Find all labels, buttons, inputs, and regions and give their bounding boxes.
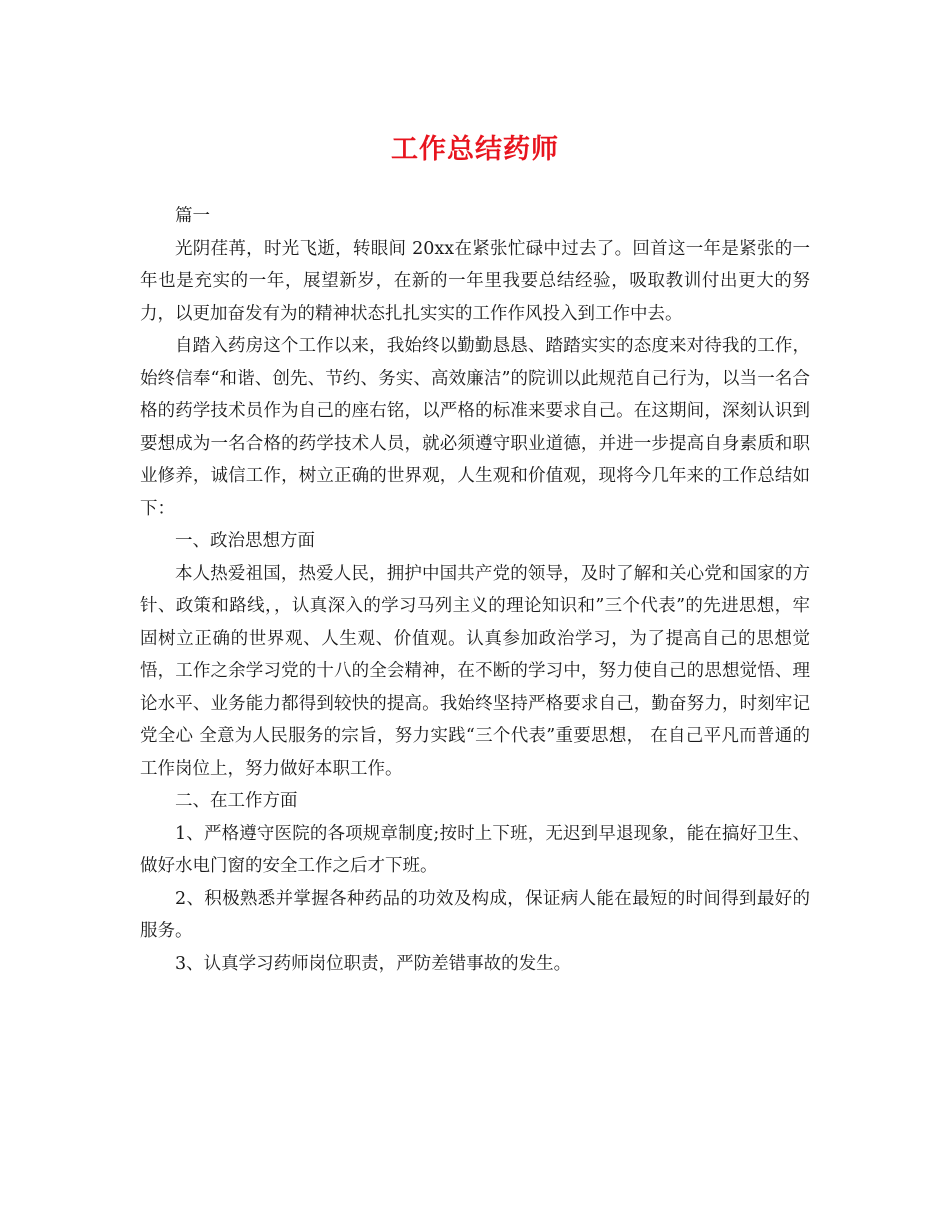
work-attitude-paragraph: 自踏入药房这个工作以来，我始终以勤勤恳恳、踏踏实实的态度来对待我的工作，始终信奉“和谐、创先、节约、务实、高效廉洁”的院训以此规范自己行为，以当一名合格的药学技术员作为自己的座右铭，以严格的标准来要求自己。在这期间，深刻认识到要想成为一名合格的药学技术人员，就必须遵守职业道德，并进一步提高自身素质和职业修养，诚信工作，树立正确的世界观，人生观和价值观，现将今几年来的工作总结如下： bbox=[140, 336, 810, 519]
work-item-3: 3、认真学习药师岗位职责，严防差错事故的发生。 bbox=[175, 953, 572, 974]
document-title: 工作总结药师 bbox=[391, 134, 559, 165]
document-body bbox=[140, 200, 810, 980]
heading-work-aspects: 二、在工作方面 bbox=[175, 791, 298, 811]
political-thought-paragraph: 本人热爱祖国，热爱人民，拥护中国共产党的领导，及时了解和关心党和国家的方针、政策和路线，，认真深入的学习马列主义的理论知识和”三个代表”的先进思想，牢固树立正确的世界观、人生观、价值观。认真参加政治学习，为了提高自己的思想觉悟，工作之余学习党的十八的全会精神，在不断的学习中，努力使自己的思想觉悟、理论水平、业务能力都得到较快的提高。我始终坚持严格要求自己，勤奋努力，时刻牢记党全心 全意为人民服务的宗旨，努力实践“三个代表”重要思想， 在自己平凡而普通的工作岗位上，努力做好本职工作。 bbox=[140, 563, 810, 779]
work-item-2: 2、积极熟悉并掌握各种药品的功效及构成，保证病人能在最短的时间得到最好的服务。 bbox=[140, 888, 810, 941]
work-item-1: 1、严格遵守医院的各项规章制度;按时上下班，无迟到早退现象，能在搞好卫生、做好水电门窗的安全工作之后才下班。 bbox=[140, 823, 810, 876]
intro-paragraph: 光阴荏苒，时光飞逝，转眼间 20xx在紧张忙碌中过去了。回首这一年是紧张的一年也是充实的一年，展望新岁，在新的一年里我要总结经验，吸取教训付出更大的努力，以更加奋发有为的精神状态扎扎实实的工作作风投入到工作中去。 bbox=[140, 238, 810, 324]
heading-political-thought: 一、政治思想方面 bbox=[175, 531, 315, 551]
section-label-pian-yi: 篇一 bbox=[175, 206, 210, 226]
